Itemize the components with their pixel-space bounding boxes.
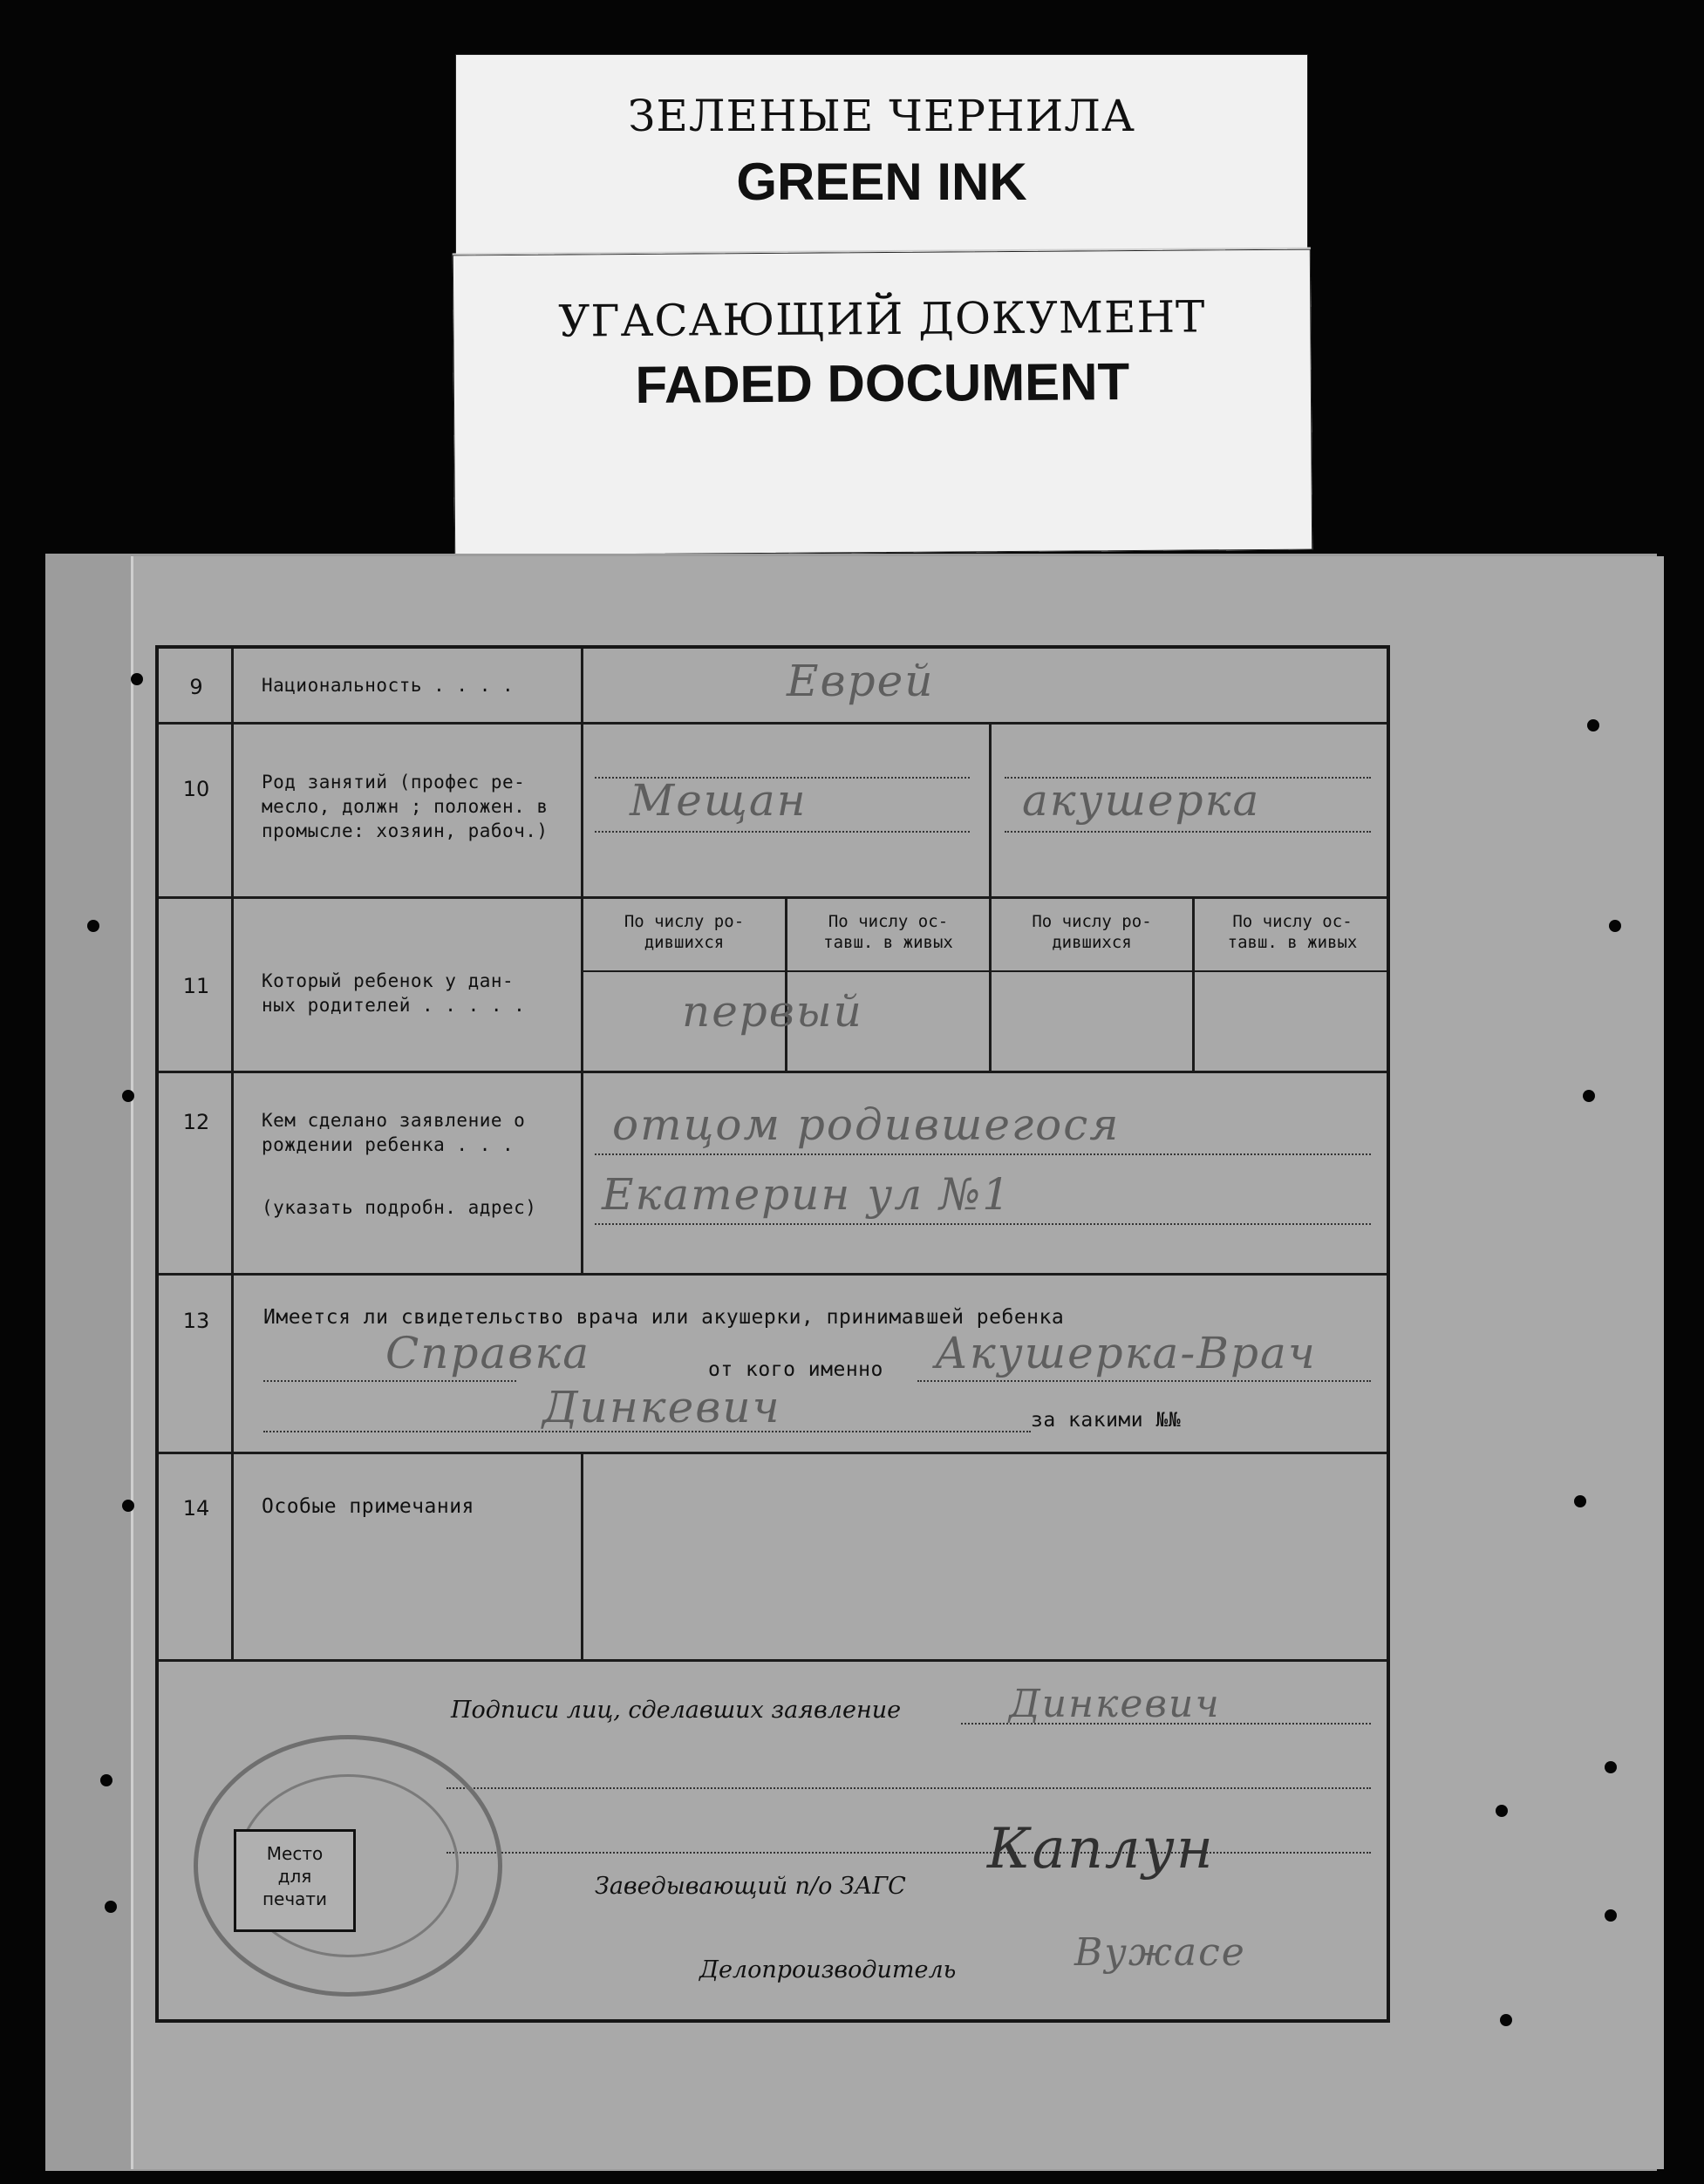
seal-label-line1: Место (266, 1843, 324, 1864)
punch-hole (1587, 719, 1599, 731)
numbers-label: за какими №№ (1031, 1409, 1182, 1432)
faded-document-ru: УГАСАЮЩИЙ ДОКУМЕНТ (558, 291, 1206, 347)
punch-hole (1500, 2014, 1512, 2026)
certificate-issuer-value: Акушерка-Врач (935, 1328, 1317, 1378)
punch-hole (1609, 920, 1621, 932)
punch-hole (105, 1901, 117, 1913)
nationality-value: Еврей (787, 656, 935, 706)
registry-head-signature: Каплун (987, 1817, 1215, 1881)
occupation-label-line3: промысле: хозяин, рабоч.) (262, 820, 549, 841)
row-number: 10 (182, 777, 210, 801)
clerk-signature: Вужасе (1074, 1930, 1246, 1975)
punch-hole (100, 1774, 112, 1786)
row-number: 14 (182, 1496, 210, 1521)
punch-hole (1605, 1761, 1617, 1773)
column-alive-father: По числу ос- (828, 912, 949, 931)
certificate-question: Имеется ли свидетельство врача или акушерки, принимавшей ребенка (263, 1306, 1065, 1329)
seal-label-line2: для (277, 1866, 312, 1887)
punch-hole (131, 673, 143, 685)
father-occupation-value: Мещан (630, 775, 808, 826)
occupation-label-line2: месло, должн ; положен. в (262, 796, 549, 817)
faded-document-label-card (453, 248, 1312, 556)
green-ink-label-card (455, 54, 1308, 281)
column-born-mother: По числу ро- (1032, 912, 1152, 931)
punch-hole (1605, 1909, 1617, 1922)
nationality-label: Национальность . . . . (262, 675, 515, 696)
notes-label: Особые примечания (262, 1495, 474, 1518)
declarant-label-line3: (указать подробн. адрес) (262, 1197, 537, 1218)
faded-document-en: FADED DOCUMENT (635, 352, 1130, 414)
punch-hole (1574, 1495, 1586, 1507)
certificate-value: Справка (385, 1328, 591, 1378)
declarant-label-line1: Кем сделано заявление о (262, 1110, 526, 1131)
applicant-signature: Динкевич (1009, 1682, 1221, 1726)
row-occupation (159, 725, 1387, 899)
punch-hole (122, 1090, 134, 1102)
declarant-address-value: Екатерин ул №1 (602, 1169, 1012, 1220)
row-number: 9 (189, 675, 203, 699)
green-ink-ru: ЗЕЛЕНЫЕ ЧЕРНИЛА (628, 91, 1135, 141)
row-number: 13 (182, 1309, 210, 1333)
child-order-value: первый (682, 986, 863, 1037)
declarant-label-line2: рождении ребенка . . . (262, 1134, 515, 1155)
row-notes (159, 1454, 1387, 1662)
column-alive-mother: По числу ос- (1232, 912, 1353, 931)
punch-hole (1496, 1805, 1508, 1817)
row-number: 12 (182, 1110, 210, 1134)
row-child-order: 11 Который ребенок у дан- ных родителей . . . . . По числу ро- дившихся По числу ос- тавш. в живых По числу ро- дившихся По числу ос- тавш. в живых первый (159, 899, 1387, 1073)
occupation-label-line1: Род занятий (профес ре- (262, 772, 526, 793)
row-certificate (159, 1276, 1387, 1454)
clerk-label: Делопроизводитель (699, 1956, 957, 1983)
punch-hole (1583, 1090, 1595, 1102)
punch-hole (122, 1500, 134, 1512)
mother-occupation-value: акушерка (1022, 775, 1261, 826)
seal-label-line3: печати (262, 1888, 328, 1909)
column-born-father: По числу ро- (624, 912, 745, 931)
certificate-name-value: Динкевич (542, 1382, 781, 1432)
seal-placeholder-box (234, 1829, 356, 1932)
row-nationality (159, 649, 1387, 725)
declarant-value-line1: отцом родившегося (612, 1099, 1121, 1150)
row-number: 11 (182, 974, 210, 998)
applicants-signature-label: Подписи лиц, сделавших заявление (451, 1697, 902, 1724)
punch-hole (87, 920, 99, 932)
from-whom-label: от кого именно (708, 1358, 883, 1381)
child-order-label-line1: Который ребенок у дан- (262, 970, 515, 991)
green-ink-en: GREEN INK (736, 153, 1027, 211)
row-declarant (159, 1073, 1387, 1276)
registry-head-label: Заведывающий п/о ЗАГС (595, 1873, 906, 1900)
child-order-label-line2: ных родителей . . . . . (262, 995, 526, 1016)
